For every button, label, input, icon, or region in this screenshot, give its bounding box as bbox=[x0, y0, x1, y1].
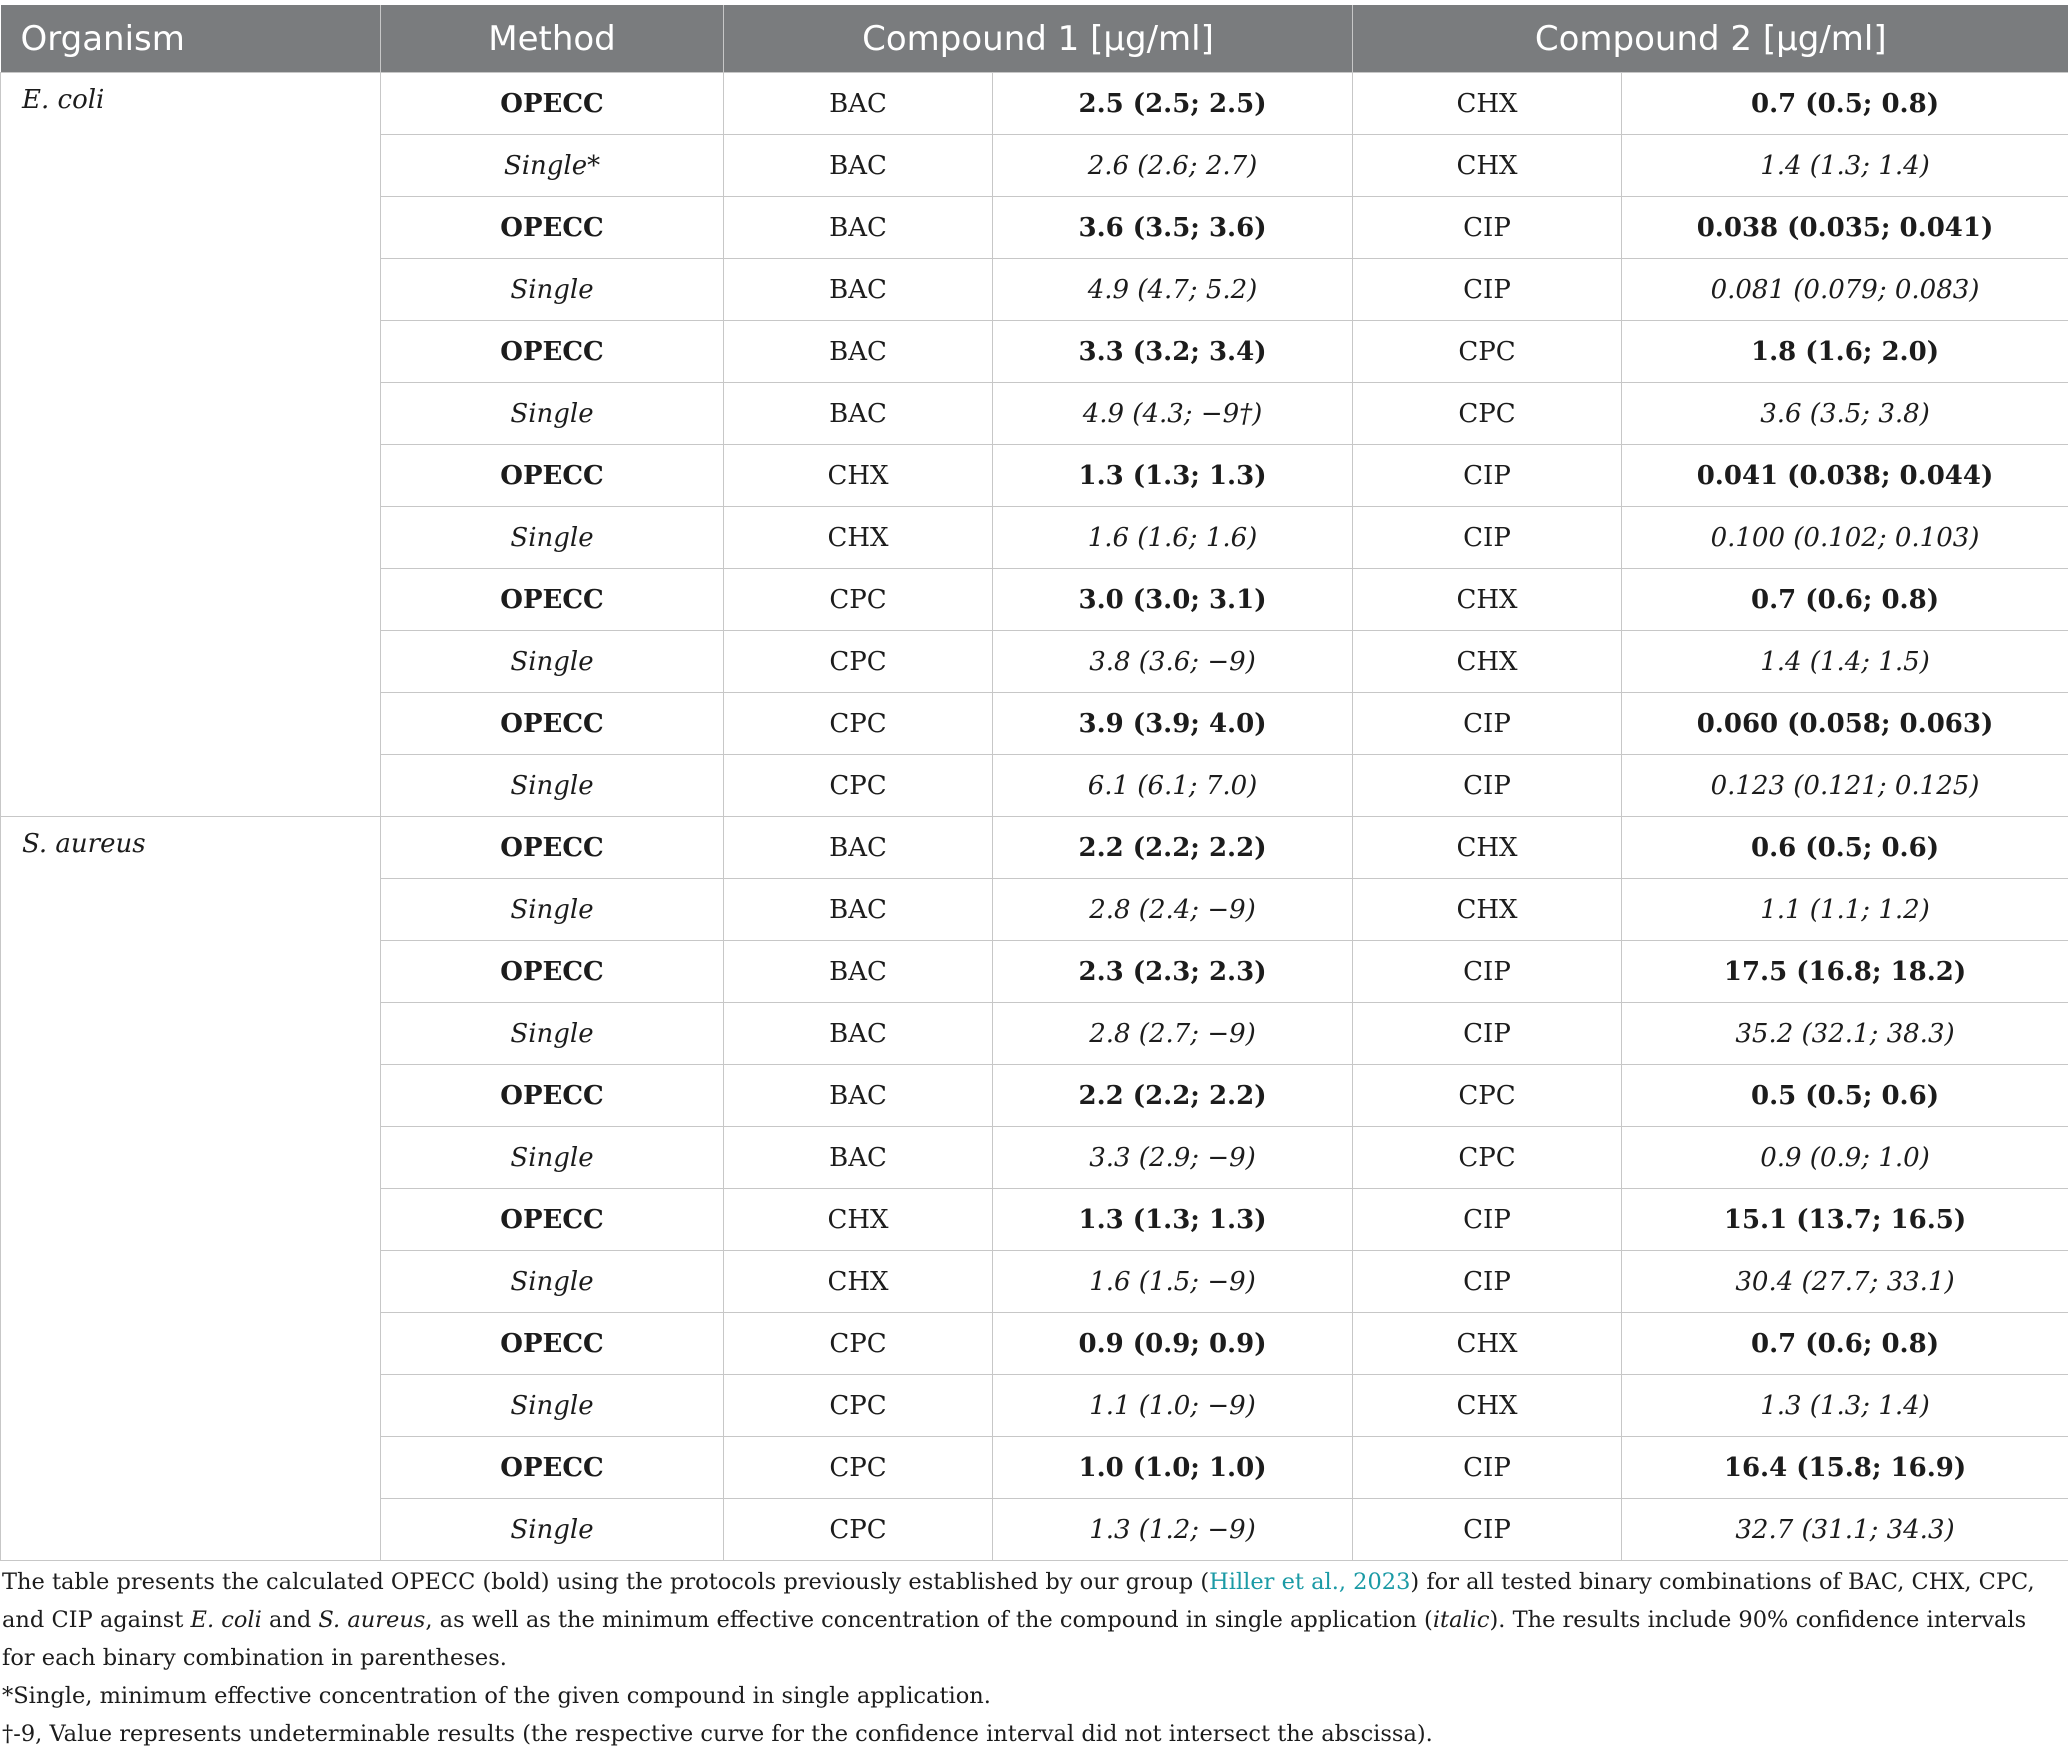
compound-2-value-cell: 15.1 (13.7; 16.5) bbox=[1622, 1189, 2068, 1251]
compound-2-value-cell: 32.7 (31.1; 34.3) bbox=[1622, 1499, 2068, 1561]
results-table bbox=[0, 5, 2068, 1561]
compound-1-cell: CPC bbox=[724, 693, 993, 755]
table-row bbox=[1, 817, 2068, 879]
compound-1-cell: BAC bbox=[724, 73, 993, 135]
compound-1-cell: CHX bbox=[724, 507, 993, 569]
method-cell: OPECC bbox=[381, 569, 724, 631]
compound-1-cell: BAC bbox=[724, 941, 993, 1003]
compound-2-value-cell: 0.7 (0.5; 0.8) bbox=[1622, 73, 2068, 135]
compound-2-value-cell: 0.041 (0.038; 0.044) bbox=[1622, 445, 2068, 507]
compound-2-value-cell: 0.060 (0.058; 0.063) bbox=[1622, 693, 2068, 755]
compound-1-value-cell: 1.3 (1.3; 1.3) bbox=[993, 445, 1353, 507]
compound-2-cell: CIP bbox=[1353, 1251, 1622, 1313]
compound-2-cell: CIP bbox=[1353, 197, 1622, 259]
header-method: Method bbox=[381, 5, 724, 73]
header-compound-1: Compound 1 [µg/ml] bbox=[724, 5, 1353, 73]
compound-1-value-cell: 2.3 (2.3; 2.3) bbox=[993, 941, 1353, 1003]
method-cell: Single bbox=[381, 755, 724, 817]
compound-2-cell: CPC bbox=[1353, 1127, 1622, 1189]
compound-1-value-cell: 3.8 (3.6; −9) bbox=[993, 631, 1353, 693]
compound-2-cell: CIP bbox=[1353, 1189, 1622, 1251]
compound-1-value-cell: 3.3 (2.9; −9) bbox=[993, 1127, 1353, 1189]
compound-2-cell: CIP bbox=[1353, 1499, 1622, 1561]
method-cell: OPECC bbox=[381, 817, 724, 879]
compound-2-cell: CHX bbox=[1353, 1313, 1622, 1375]
compound-2-cell: CIP bbox=[1353, 941, 1622, 1003]
compound-1-value-cell: 2.2 (2.2; 2.2) bbox=[993, 1065, 1353, 1127]
compound-2-value-cell: 0.7 (0.6; 0.8) bbox=[1622, 1313, 2068, 1375]
compound-1-value-cell: 2.8 (2.4; −9) bbox=[993, 879, 1353, 941]
compound-1-cell: BAC bbox=[724, 1003, 993, 1065]
method-cell: Single bbox=[381, 507, 724, 569]
method-cell: OPECC bbox=[381, 1313, 724, 1375]
compound-1-value-cell: 2.6 (2.6; 2.7) bbox=[993, 135, 1353, 197]
compound-1-value-cell: 1.6 (1.6; 1.6) bbox=[993, 507, 1353, 569]
compound-2-value-cell: 3.6 (3.5; 3.8) bbox=[1622, 383, 2068, 445]
compound-2-cell: CPC bbox=[1353, 1065, 1622, 1127]
method-cell: Single* bbox=[381, 135, 724, 197]
compound-2-value-cell: 16.4 (15.8; 16.9) bbox=[1622, 1437, 2068, 1499]
compound-1-value-cell: 1.6 (1.5; −9) bbox=[993, 1251, 1353, 1313]
compound-1-cell: BAC bbox=[724, 879, 993, 941]
method-cell: Single bbox=[381, 1003, 724, 1065]
caption-text: ) for all tested binary combinations of BAC, CHX, CPC, and CIP against bbox=[2, 1569, 2035, 1633]
method-cell: Single bbox=[381, 383, 724, 445]
method-cell: Single bbox=[381, 1127, 724, 1189]
compound-2-cell: CIP bbox=[1353, 445, 1622, 507]
compound-2-value-cell: 0.123 (0.121; 0.125) bbox=[1622, 755, 2068, 817]
compound-1-cell: CPC bbox=[724, 1313, 993, 1375]
compound-1-value-cell: 3.9 (3.9; 4.0) bbox=[993, 693, 1353, 755]
compound-1-value-cell: 6.1 (6.1; 7.0) bbox=[993, 755, 1353, 817]
compound-2-value-cell: 0.7 (0.6; 0.8) bbox=[1622, 569, 2068, 631]
compound-2-value-cell: 1.3 (1.3; 1.4) bbox=[1622, 1375, 2068, 1437]
compound-1-value-cell: 2.8 (2.7; −9) bbox=[993, 1003, 1353, 1065]
organism-cell: S. aureus bbox=[1, 817, 381, 1561]
compound-1-value-cell: 2.5 (2.5; 2.5) bbox=[993, 73, 1353, 135]
compound-1-cell: CPC bbox=[724, 1499, 993, 1561]
compound-2-cell: CHX bbox=[1353, 73, 1622, 135]
method-cell: OPECC bbox=[381, 1437, 724, 1499]
compound-2-cell: CHX bbox=[1353, 879, 1622, 941]
compound-2-cell: CHX bbox=[1353, 569, 1622, 631]
compound-2-value-cell: 0.081 (0.079; 0.083) bbox=[1622, 259, 2068, 321]
compound-1-cell: BAC bbox=[724, 1127, 993, 1189]
caption-text: The table presents the calculated OPECC (bold) using the protocols previously established by our group ( bbox=[2, 1569, 1210, 1595]
compound-1-value-cell: 1.3 (1.3; 1.3) bbox=[993, 1189, 1353, 1251]
footnote-single: *Single, minimum effective concentration of the given compound in single application. bbox=[2, 1683, 991, 1709]
compound-1-cell: CHX bbox=[724, 445, 993, 507]
method-cell: OPECC bbox=[381, 1065, 724, 1127]
compound-2-value-cell: 1.4 (1.4; 1.5) bbox=[1622, 631, 2068, 693]
compound-1-cell: BAC bbox=[724, 259, 993, 321]
compound-1-value-cell: 3.3 (3.2; 3.4) bbox=[993, 321, 1353, 383]
compound-1-value-cell: 1.1 (1.0; −9) bbox=[993, 1375, 1353, 1437]
compound-1-value-cell: 1.0 (1.0; 1.0) bbox=[993, 1437, 1353, 1499]
compound-2-cell: CHX bbox=[1353, 135, 1622, 197]
compound-2-cell: CPC bbox=[1353, 321, 1622, 383]
compound-1-cell: BAC bbox=[724, 1065, 993, 1127]
compound-1-value-cell: 0.9 (0.9; 0.9) bbox=[993, 1313, 1353, 1375]
compound-1-cell: CHX bbox=[724, 1251, 993, 1313]
compound-1-cell: CHX bbox=[724, 1189, 993, 1251]
compound-2-cell: CHX bbox=[1353, 1375, 1622, 1437]
compound-1-cell: BAC bbox=[724, 135, 993, 197]
table-footnotes bbox=[2, 1563, 2042, 1753]
method-cell: Single bbox=[381, 879, 724, 941]
compound-2-cell: CIP bbox=[1353, 693, 1622, 755]
header-compound-2: Compound 2 [µg/ml] bbox=[1353, 5, 2068, 73]
method-cell: Single bbox=[381, 259, 724, 321]
method-cell: Single bbox=[381, 1251, 724, 1313]
compound-2-value-cell: 0.038 (0.035; 0.041) bbox=[1622, 197, 2068, 259]
compound-2-value-cell: 0.9 (0.9; 1.0) bbox=[1622, 1127, 2068, 1189]
method-cell: OPECC bbox=[381, 1189, 724, 1251]
caption-organism-saureus: S. aureus bbox=[318, 1607, 426, 1633]
caption-italic-word: italic bbox=[1432, 1607, 1490, 1633]
caption-text: ). The results include 90% confidence intervals for each binary combination in parentheses. bbox=[2, 1607, 2027, 1671]
compound-1-value-cell: 1.3 (1.2; −9) bbox=[993, 1499, 1353, 1561]
method-cell: Single bbox=[381, 1499, 724, 1561]
compound-2-cell: CIP bbox=[1353, 507, 1622, 569]
compound-1-cell: BAC bbox=[724, 321, 993, 383]
method-cell: OPECC bbox=[381, 321, 724, 383]
compound-1-cell: CPC bbox=[724, 631, 993, 693]
compound-2-value-cell: 17.5 (16.8; 18.2) bbox=[1622, 941, 2068, 1003]
compound-2-value-cell: 1.8 (1.6; 2.0) bbox=[1622, 321, 2068, 383]
compound-1-cell: BAC bbox=[724, 383, 993, 445]
compound-2-cell: CIP bbox=[1353, 1437, 1622, 1499]
compound-1-cell: CPC bbox=[724, 755, 993, 817]
compound-2-cell: CIP bbox=[1353, 1003, 1622, 1065]
compound-1-cell: BAC bbox=[724, 817, 993, 879]
table-header-row bbox=[1, 5, 2068, 73]
caption-text: and bbox=[261, 1607, 319, 1633]
compound-2-cell: CHX bbox=[1353, 631, 1622, 693]
table-caption bbox=[2, 1563, 2042, 1677]
compound-1-cell: BAC bbox=[724, 197, 993, 259]
method-cell: OPECC bbox=[381, 693, 724, 755]
compound-2-value-cell: 0.100 (0.102; 0.103) bbox=[1622, 507, 2068, 569]
compound-2-value-cell: 30.4 (27.7; 33.1) bbox=[1622, 1251, 2068, 1313]
method-cell: Single bbox=[381, 631, 724, 693]
compound-2-value-cell: 1.4 (1.3; 1.4) bbox=[1622, 135, 2068, 197]
compound-2-cell: CHX bbox=[1353, 817, 1622, 879]
citation-link[interactable]: Hiller et al., 2023 bbox=[1209, 1569, 1411, 1595]
method-cell: Single bbox=[381, 1375, 724, 1437]
organism-cell: E. coli bbox=[1, 73, 381, 817]
method-cell: OPECC bbox=[381, 73, 724, 135]
compound-2-value-cell: 1.1 (1.1; 1.2) bbox=[1622, 879, 2068, 941]
method-cell: OPECC bbox=[381, 941, 724, 1003]
compound-1-value-cell: 4.9 (4.7; 5.2) bbox=[993, 259, 1353, 321]
compound-2-value-cell: 0.6 (0.5; 0.6) bbox=[1622, 817, 2068, 879]
compound-1-value-cell: 3.6 (3.5; 3.6) bbox=[993, 197, 1353, 259]
compound-2-value-cell: 0.5 (0.5; 0.6) bbox=[1622, 1065, 2068, 1127]
method-cell: OPECC bbox=[381, 445, 724, 507]
footnote-dagger: †-9, Value represents undeterminable results (the respective curve for the confidence interval did not intersect the abscissa). bbox=[2, 1721, 1433, 1747]
compound-1-cell: CPC bbox=[724, 1437, 993, 1499]
compound-2-cell: CPC bbox=[1353, 383, 1622, 445]
table-body bbox=[1, 73, 2068, 1561]
compound-1-cell: CPC bbox=[724, 1375, 993, 1437]
caption-organism-ecoli: E. coli bbox=[190, 1607, 262, 1633]
compound-1-cell: CPC bbox=[724, 569, 993, 631]
compound-1-value-cell: 2.2 (2.2; 2.2) bbox=[993, 817, 1353, 879]
caption-text: , as well as the minimum effective concentration of the compound in single application ( bbox=[425, 1607, 1433, 1633]
compound-1-value-cell: 4.9 (4.3; −9†) bbox=[993, 383, 1353, 445]
compound-2-cell: CIP bbox=[1353, 259, 1622, 321]
method-cell: OPECC bbox=[381, 197, 724, 259]
compound-2-value-cell: 35.2 (32.1; 38.3) bbox=[1622, 1003, 2068, 1065]
compound-1-value-cell: 3.0 (3.0; 3.1) bbox=[993, 569, 1353, 631]
header-organism: Organism bbox=[1, 5, 381, 73]
compound-2-cell: CIP bbox=[1353, 755, 1622, 817]
table-row bbox=[1, 73, 2068, 135]
